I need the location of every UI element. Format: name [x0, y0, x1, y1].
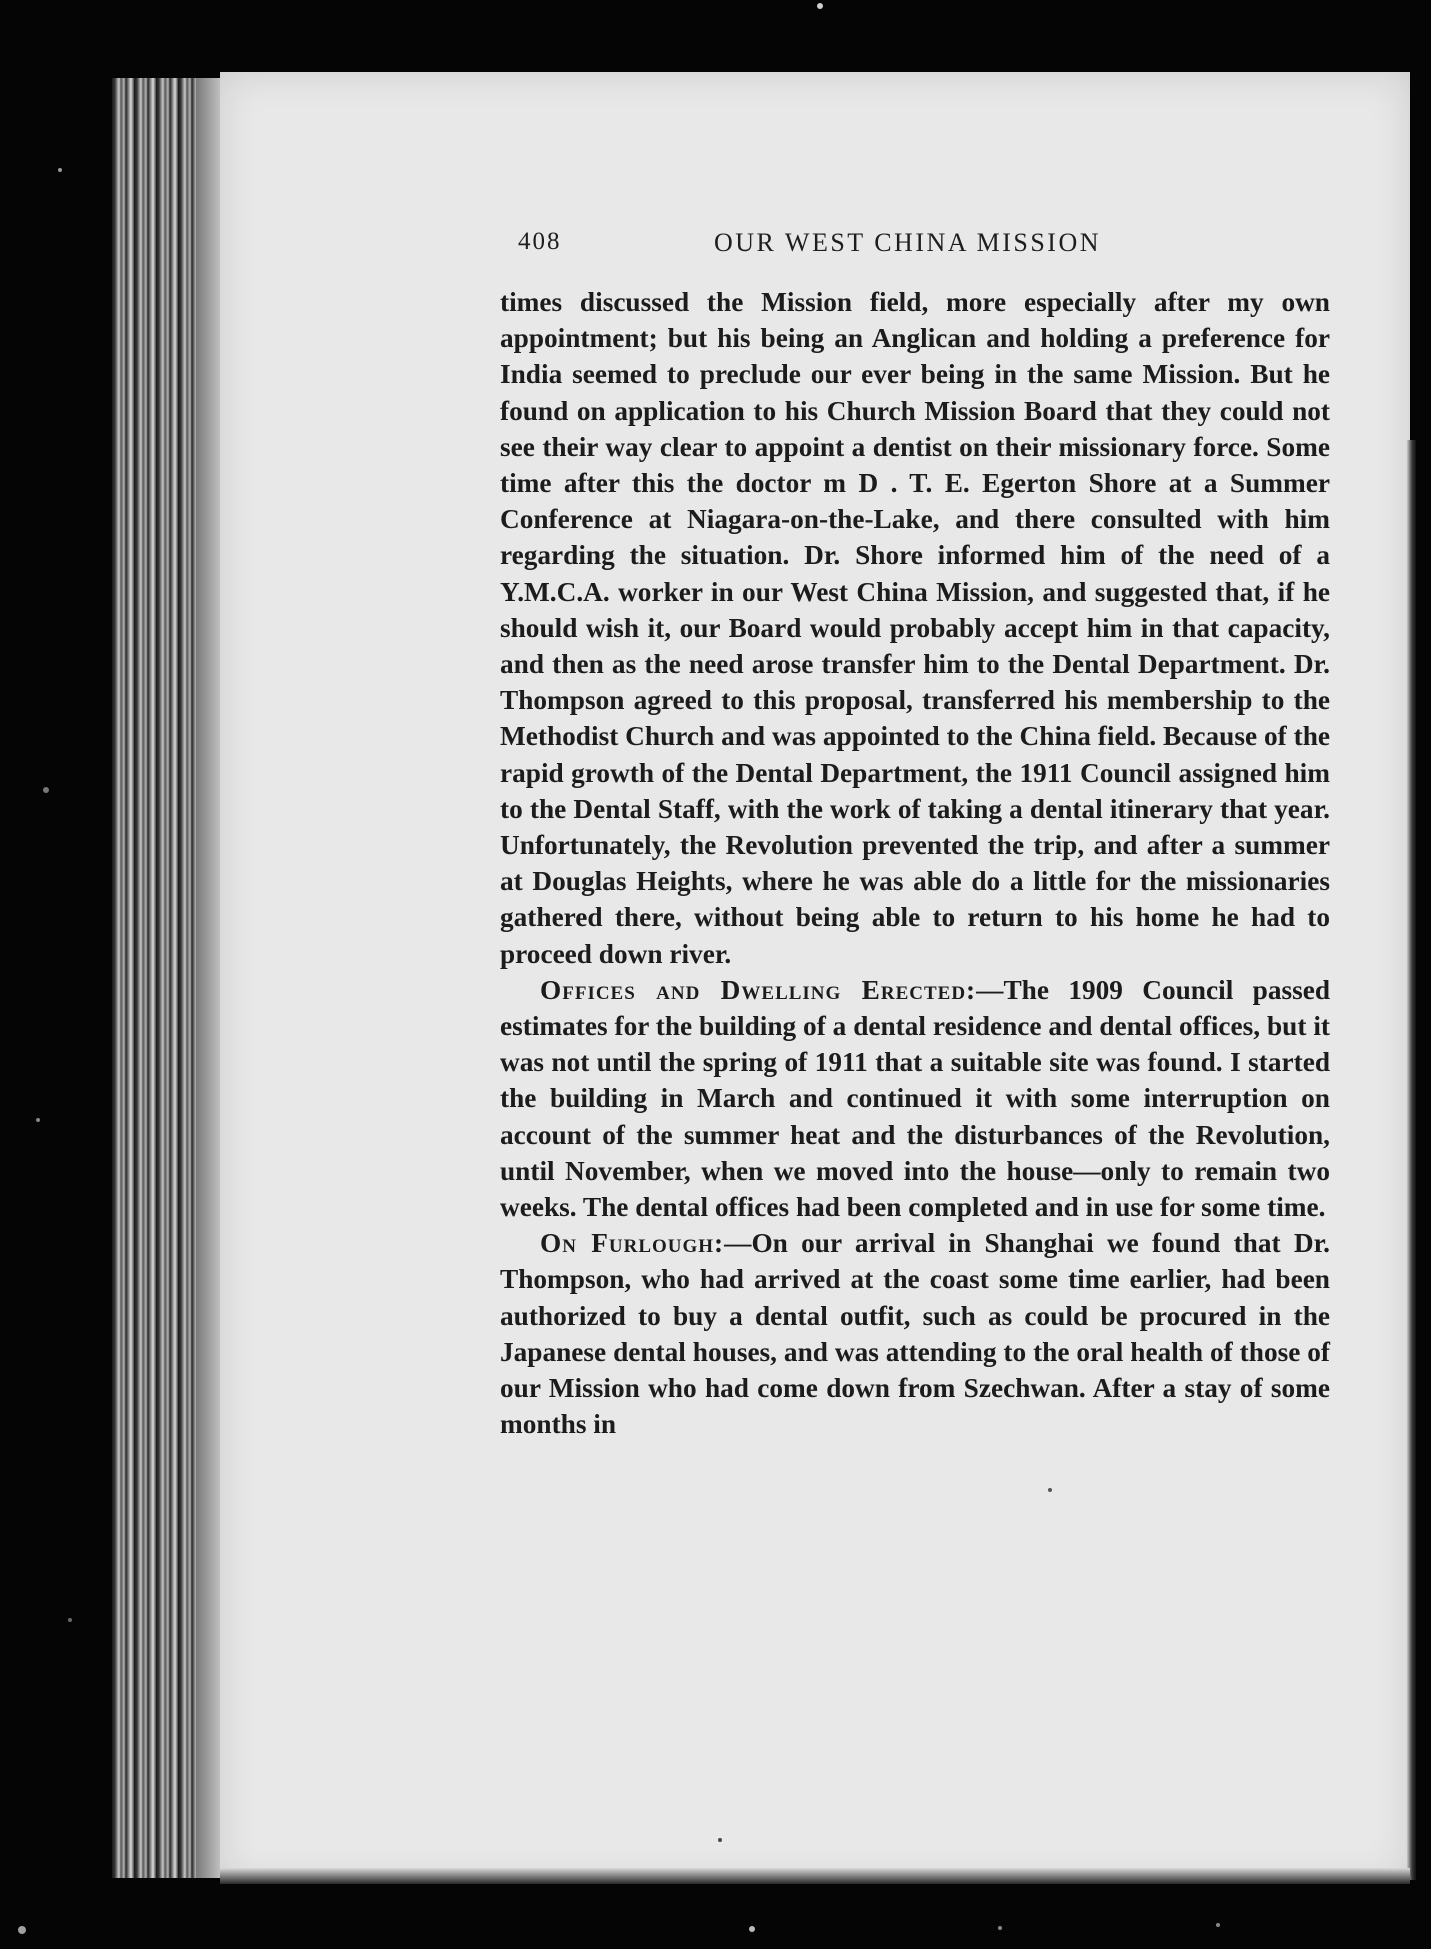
paragraph-2-text: —The 1909 Council passed estimates for the building of a dental residence and dental offices, but it was not until the spring of 1911 that a suitable site was found. I started the building in March and continued it with some interruption on account of the summer heat and the disturbances of the Revolution, until November, when we moved into the house—only to remain two weeks. The dental offices had been completed and in use for some time.: [500, 974, 1331, 1223]
body-text: [500, 284, 1330, 1443]
page-number: 408: [518, 228, 562, 255]
section-heading-offices: Offices and Dwelling Erected:: [540, 974, 977, 1005]
section-heading-furlough: On Furlough:: [540, 1228, 725, 1259]
running-head: [518, 228, 1308, 268]
paragraph-1: times discussed the Mission field, more especially after my own appointment; but his being an Anglican and holding a preference for India seemed to preclude our ever being in the same Mission. But he found on application to his Church Mission Board that they could not see their way clear to appoint a dentist on their missionary force. Some time after this the doctor m D . T. E. Egerton Shore at a Summer Conference at Niagara-on-the-Lake, and there consulted with him regarding the situation. Dr. Shore informed him of the need of a Y.M.C.A. worker in our West China Mission, and suggested that, if he should wish it, our Board would probably accept him in that capacity, and then as the need arose transfer him to the Dental Department. Dr. Thompson agreed to this proposal, transferred his membership to the Methodist Church and was appointed to the China field. Because of the rapid growth of the Dental Department, the 1911 Council assigned him to the Dental Staff, with the work of taking a dental itinerary that year. Unfortunately, the Revolution prevented the trip, and after a summer at Douglas Heights, where he was able do a little for the missionaries gathered there, without being able to return to his home he had to proceed down river.: [500, 287, 1330, 969]
paragraph-3-text: —On our arrival in Shanghai we found that Dr. Thompson, who had arrived at the coast some time earlier, had been authorized to buy a dental outfit, such as could be procured in the Japanese dental houses, and was attending to the oral health of those of our Mission who had come down from Szechwan. After a stay of some months in: [500, 1228, 1331, 1440]
page-right-edge: [1406, 440, 1416, 1880]
running-head-title: OUR WEST CHINA MISSION: [714, 228, 1102, 257]
paragraph-2: [500, 972, 1330, 1225]
page-bottom-edge: [220, 1868, 1410, 1884]
paragraph-3: [500, 1225, 1330, 1442]
